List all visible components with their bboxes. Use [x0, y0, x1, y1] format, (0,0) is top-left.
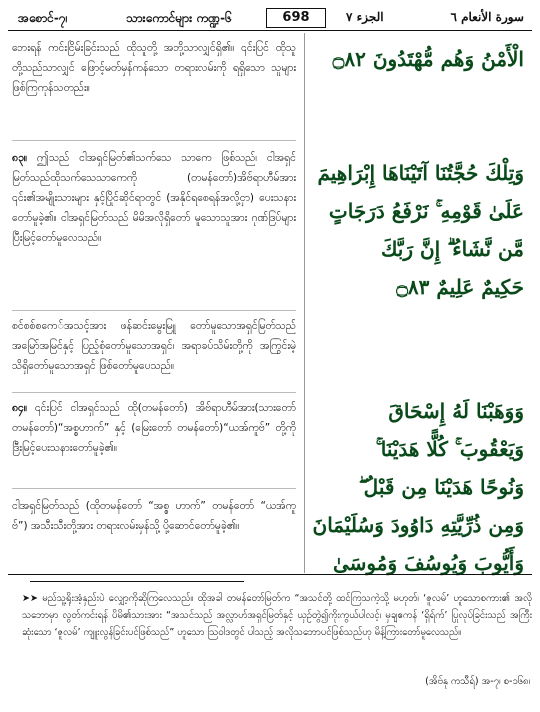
verse-number: ၈၄။ — [12, 402, 28, 414]
footnote-reference: (အိဗ်နု ကသီရ်) အ-၇၊ စ-၁၆၈၊ — [425, 676, 530, 687]
verse-number: ၈၃။ — [12, 152, 28, 164]
surah-label: سورة الأنعام ٦ — [450, 10, 524, 24]
content-bottom-rule — [8, 574, 532, 575]
translation-paragraph: ငါအရှင်မြတ်သည် (ထိုတမန်တော် “အစ္စ ဟာက်” တမန်တော် “ယအ်ကူဗ်”) အသီးသီးတို့အား တရားလမ်းမှန်သို့ ပို့ဆောင်တော်မူခဲ့၏။ — [12, 500, 296, 532]
translation-paragraph: စင်စစ်စကေ်အသင့်အား ဖန်ဆင်းမွေးမြူ တော်မူသောအရှင်မြတ်သည် အမြော်အမြင်နှင့် ပြည့်စုံတော်မူသောအရှင်၊ အရာခပ်သိမ်းတို့ကို အကြွင်းမဲ့ သိရှိတော်မူသောအရှင် ဖြစ်တော်မူပေသည်။ — [12, 320, 296, 372]
section-label: သားကောင်များ ကဏ္ဍ-၆ — [126, 11, 232, 25]
page-number: 698 — [266, 8, 326, 28]
translation-paragraph: ၈၄။ ၎င်းပြင် ငါအရှင်သည် ထို(တမန်တော်) အိဗ်ရာဟီမ်အား(သားတော် တမန်တော်)“အစ္စဟာက်” နှင့် (မြေးတော် တမန်တော်)“ယအ်ကူဗ်” တို့ကို ဒြီးမြင့်ပေးသနားတော်မူခဲ့၏။ — [12, 402, 296, 454]
juz-label: الجزء ٧ — [346, 10, 384, 24]
page-header — [8, 8, 532, 28]
translation-paragraph: ၈၃။ ဤသည် ငါအရှင်မြတ်၏သက်သေ သာကေ ဖြစ်သည်၊ ငါအရှင်မြတ်သည်ထိုသက်သေသာကေကို (တမန်တော်)အိဗ်ရာဟီမ်အား ၎င်း၏အမျိုးသားများ နှင့်ပြိုင်ဆိုင်ရာတွင် (အနိုင်ရစေရန်အလို့ငှာ) ပေးသနားတော်မူခဲ့၏။ ငါအရှင်မြတ်သည် မိမိအလိုရှိတော် မူသောသူအား ဂုဏ်ဒြပ်များပြီးမြင့်တော်မူလေသည်။ — [12, 152, 296, 244]
footnote-text: ➤➤ မည်သူ့ရိုးအံ့နှည်းပဲ လျှော့ကိုဆိုကြလေသည်။ ထိုအခါ တမန်တော်မြတ်က “အသင်တို့ ထင်ကြသကဲ့သို့ မဟုတ်၊ ‘ဇူလမ်’ ဟူသောစကား၏ အလိုသဘောမှာ လွတ်ကင်းရန် ပိမိ၏သားအား “အသင်သည် အလ္လာဟ်အရှင်မြတ်နှင့် ယှဉ်တွဲ၍ကိုးကွယ်ပါလင့်၊ မှချဧကန် ‘ရှိရ်က်’ ပြုလုပ်ခြင်းသည် အကြီးဆုံးသော ‘ဇူလမ်’ ကျူးလွန်ခြင်းပင်ဖြစ်သည်” ဟူသော သြဝါဒတွင် ပါသည့် အလိုသဘောပင်ဖြစ်သည်ဟု မိန့်ကြားတော်မူလေသည်။ — [22, 593, 532, 638]
footnote-rule — [30, 581, 244, 582]
arabic-verse-84: وَوَهَبْنَا لَهُ إِسْحَاقَ وَيَعْقُوبَ ۚ كُلًّا هَدَيْنَا ۚ وَنُوحًا هَدَيْنَا مِن قَبْلُ ۖ وَمِن ذُرِّيَّتِهِ دَاوُودَ وَسُلَيْمَانَ وَأَيُّوبَ وَيُوسُفَ وَمُوسَىٰ — [312, 399, 524, 575]
paragraph-separator — [12, 392, 296, 393]
paragraph-separator — [12, 140, 296, 141]
arabic-verse-83: وَتِلْكَ حُجَّتُنَا آتَيْنَاهَا إِبْرَاهِيمَ عَلَىٰ قَوْمِهِ ۚ نَرْفَعُ دَرَجَاتٍ مَّن نَّشَاءُ ۗ إِنَّ رَبَّكَ حَكِيمٌ عَلِيمٌ ۝٨٣ — [317, 161, 524, 299]
paragraph-separator — [12, 310, 296, 311]
column-divider — [304, 33, 305, 573]
header-rule — [8, 30, 532, 31]
paragraph-separator — [12, 488, 296, 489]
chapter-label: အစောင်-၇၊ — [18, 11, 68, 25]
translation-paragraph: ဘေးရန် ကင်းငြိမ်းခြင်းသည် ထိုသူတို့ အဘို့သာလျှင်ရှိ၏။ ၎င်းပြင် ထိုသူတို့သည်သာလျှင် ဖြောင့်မတ်မှန်ကန်သော တရားလမ်းကို ရရှိသော သူများ ဖြစ်ကြကုန်သတည်း။ — [12, 42, 296, 94]
arabic-verse-82: الْأَمْنُ وَهُم مُّهْتَدُونَ ۝٨٢ — [332, 47, 524, 71]
